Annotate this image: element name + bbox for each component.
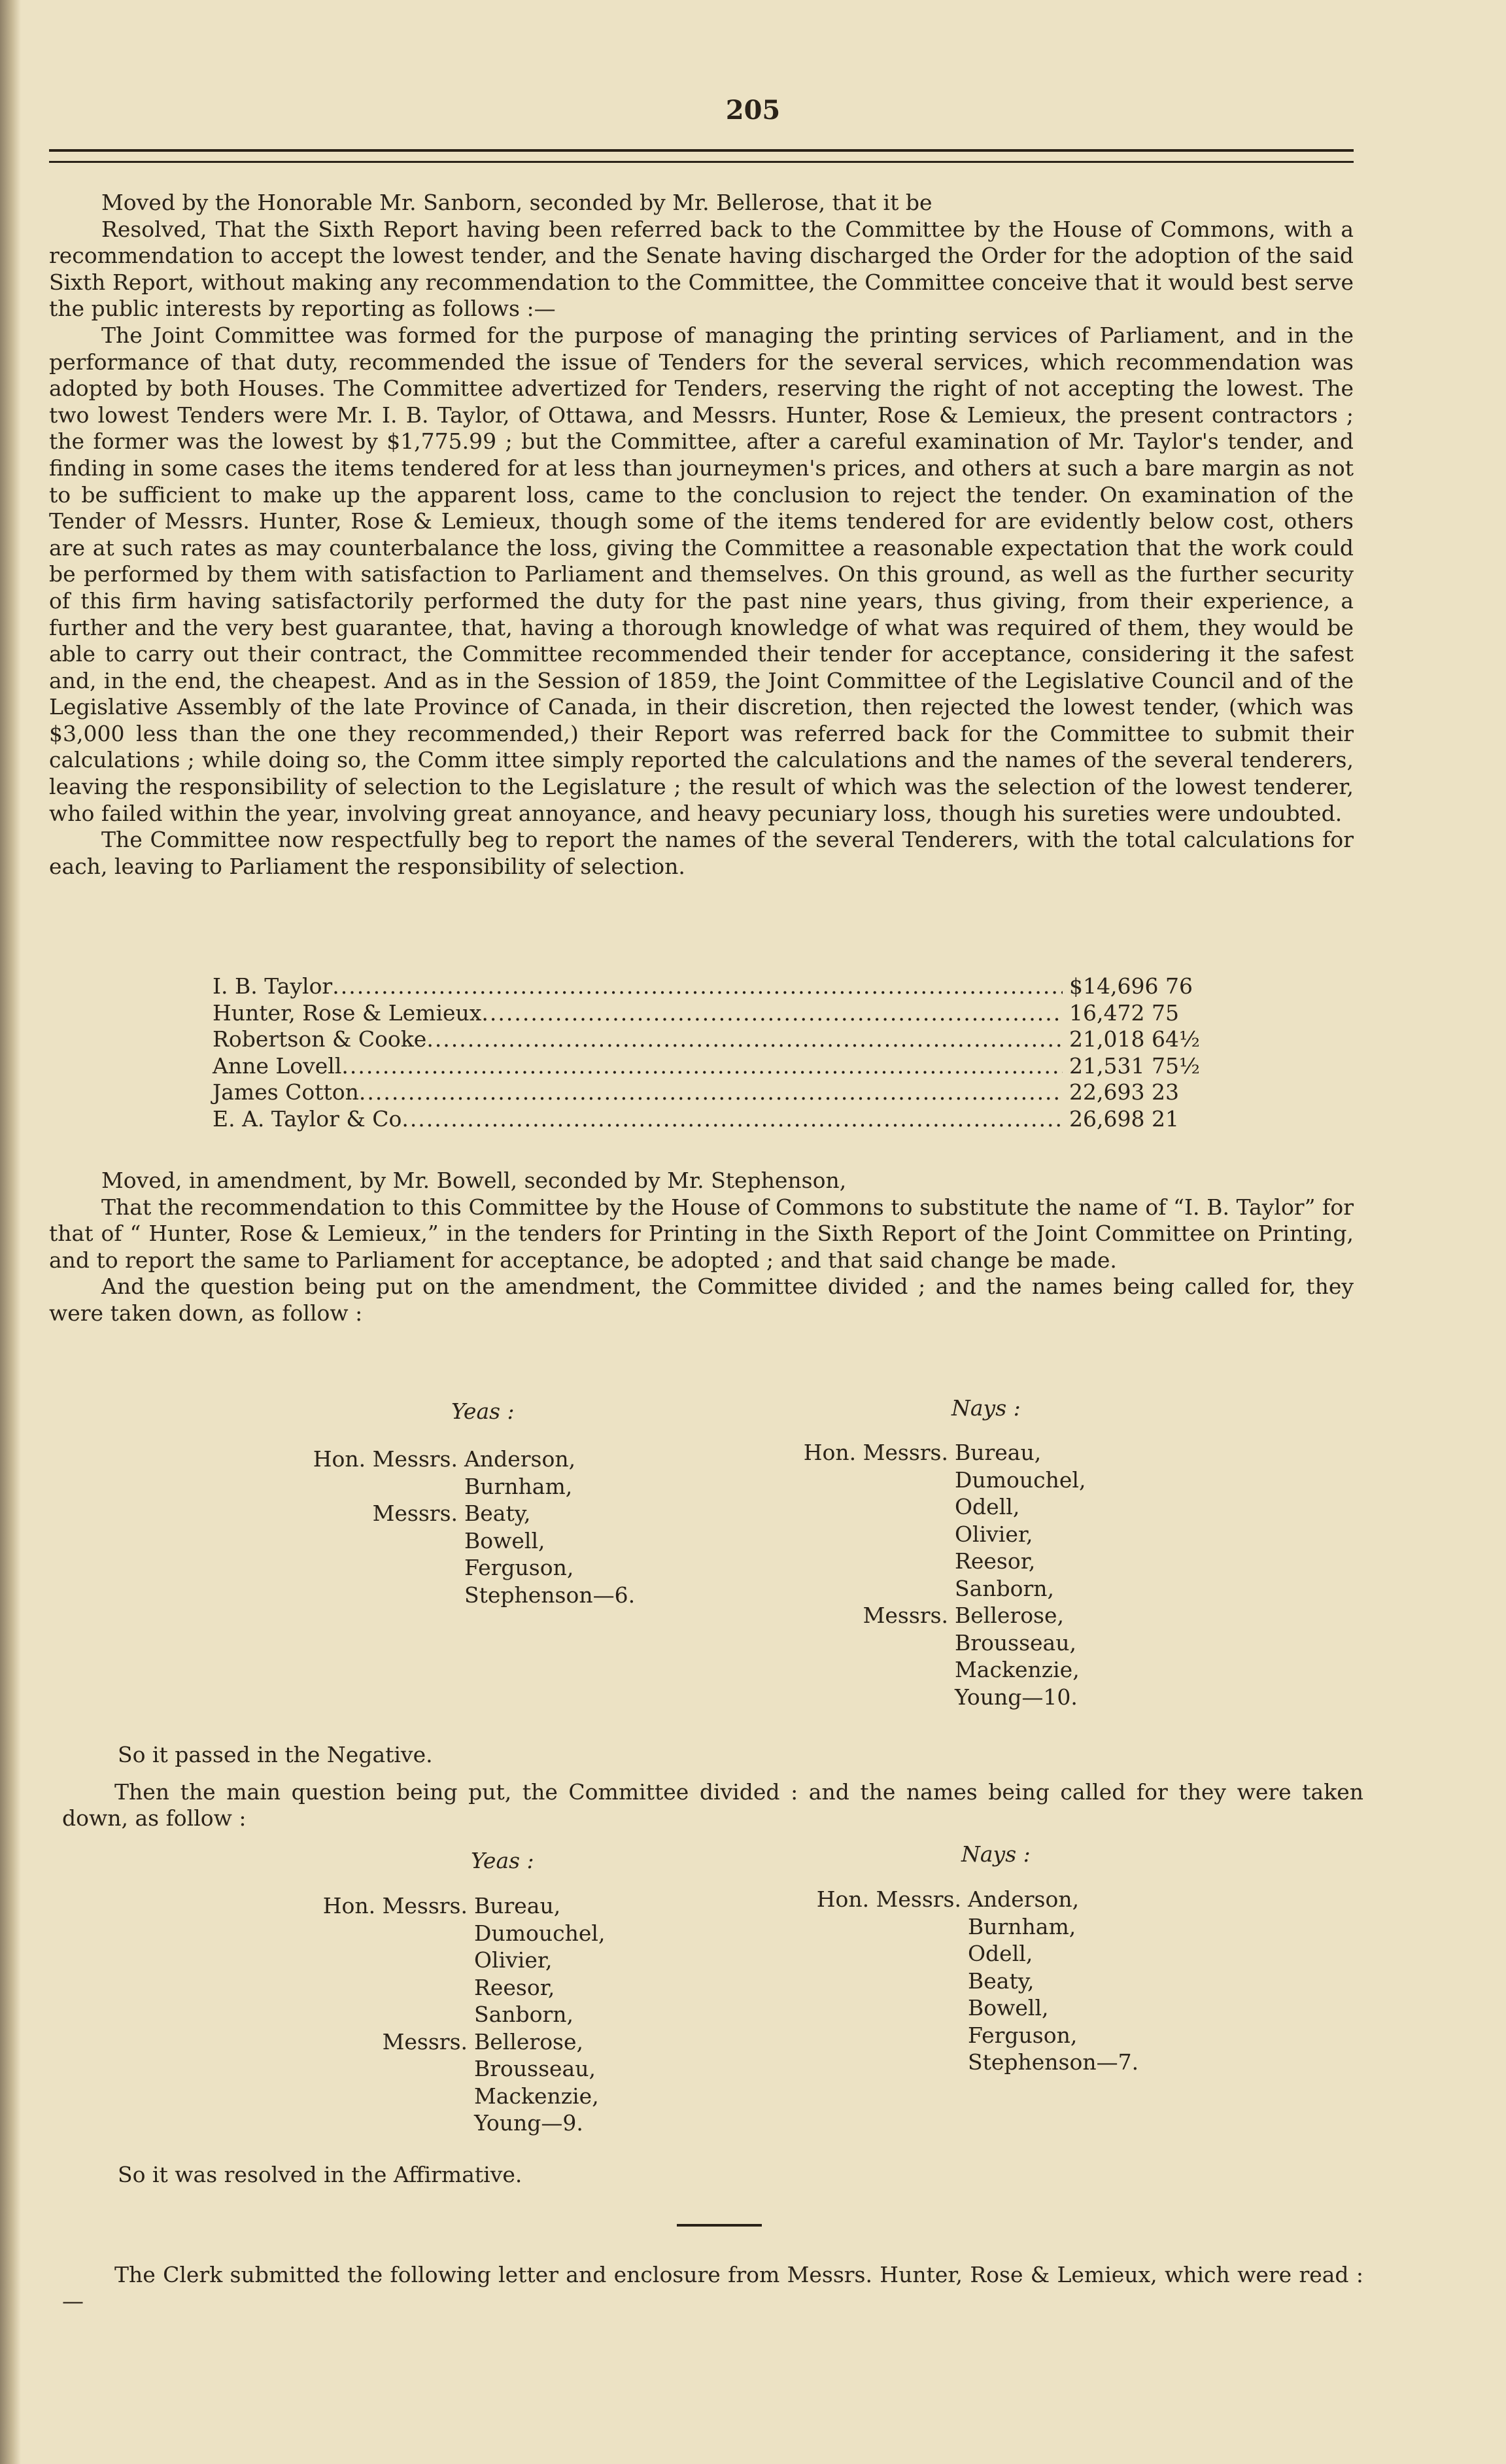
clerk-letter-intro: The Clerk submitted the following letter and enclosure from Messrs. Hunter, Rose & Lemieux, which were read :— [62,2262,1363,2314]
page-number: 205 [725,95,781,126]
vote-entry: Hon. Messrs. Anderson, [313,1446,576,1472]
vote-entry: Sanborn, [474,2002,574,2027]
leader-dots [402,1106,1063,1133]
vote-entry: Young—10. [955,1684,1078,1710]
vote1-yeas-heading: Yeas : [451,1398,515,1424]
vote-entry: Beaty, [968,1968,1035,1994]
amendment-question: And the question being put on the amendment, the Committee divided ; and the names being called for, they were taken down, as follow : [49,1274,1354,1326]
motion-resolved: Resolved, That the Sixth Report having been referred back to the Committee by the House of Commons, with a recommendation to accept the lowest tender, and the Senate having discharged the Order for the adoption of the said Sixth Report, without making any recommendation to the Committee, the Committee conceive that it would best serve the public interests by reporting as follows :— [49,216,1354,322]
tender-row [213,1106,1233,1133]
vote-entry: Reesor, [474,1974,555,2000]
vote1-yeas-list [275,1446,635,1608]
tender-row [213,1000,1233,1027]
leader-dots [341,1053,1063,1080]
motion-body: The Joint Committee was formed for the purpose of managing the printing services of Parliament, and in the performance of that duty, recommended the issue of Tenders for the several services, which recommendation was adopted by both Houses. The Committee advertized for Tenders, reserving the right of not accepting the lowest. The two lowest Tenders were Mr. I. B. Taylor, of Ottawa, and Messrs. Hunter, Rose & Lemieux, the present contractors ; the former was the lowest by $1,775.99 ; but the Committee, after a careful examination of Mr. Taylor's tender, and finding in some cases the items tendered for at less than journeymen's prices, and others at such a bare margin as not to be sufficient to make up the apparent loss, came to the conclusion to reject the tender. On examination of the Tender of Messrs. Hunter, Rose & Lemieux, though some of the items tendered for are evidently below cost, others are at such rates as may counterbalance the loss, giving the Committee a reasonable expectation that the work could be performed by them with satisfaction to Parliament and themselves. On this ground, as well as the further security of this firm having satisfactorily performed the duty for the past nine years, thus giving, from their experience, a further and the very best guarantee, that, having a thorough knowledge of what was required of them, they would be able to carry out their contract, the Committee recommended their tender for acceptance, considering it the safest and, in the end, the cheapest. And as in the Session of 1859, the Joint Committee of the Legislative Council and of the Legislative Assembly of the late Province of Canada, in their discretion, then rejected the lowest tender, (which was $3,000 less than the one they recommended,) their Report was referred back for the Committee to submit their calculations ; while doing so, the Comm ittee simply reported the calculations and the names of the several tenderers, leaving the responsibility of selection to the Legislature ; the result of which was the selection of the lowest tenderer, who failed within the year, involving great annoyance, and heavy pecuniary loss, though his sureties were undoubted. [49,322,1354,826]
vote-entry: Bowell, [968,1995,1049,2021]
vote-entry: Messrs. Bellerose, [863,1603,1065,1628]
vote-entry: Olivier, [955,1521,1033,1547]
vote2-nays-heading: Nays : [961,1841,1031,1867]
tender-amount: 21,018 64½ [1069,1026,1200,1052]
vote-entry: Olivier, [474,1947,553,1973]
vote-entry: Ferguson, [968,2022,1078,2048]
tender-amount: $14,696 76 [1069,973,1193,999]
vote-entry: Messrs. Beaty, [372,1501,531,1526]
tender-row [213,973,1233,1000]
vote-entry: Mackenzie, [955,1657,1080,1682]
vote-entry: Brousseau, [474,2056,596,2081]
tender-name: E. A. Taylor & Co [213,1105,402,1132]
vote-entry: Mackenzie, [474,2083,599,2109]
vote2-nays-list [775,1886,1138,2076]
vote-entry: Dumouchel, [474,1920,606,1946]
leader-dots [426,1026,1063,1053]
vote-entry: Odell, [955,1494,1020,1519]
vote-entry: Burnham, [464,1473,573,1499]
tender-name: Anne Lovell [213,1052,342,1079]
amendment-intro: Moved, in amendment, by Mr. Bowell, seconded by Mr. Stephenson, [101,1168,847,1193]
tender-row [213,1053,1233,1080]
tenders-list [213,973,1233,1132]
tender-amount: 21,531 75½ [1069,1052,1200,1079]
vote-entry: Reesor, [955,1548,1036,1574]
tender-name: Robertson & Cooke [213,1026,427,1052]
vote-entry: Dumouchel, [955,1466,1086,1493]
vote2-yeas-heading: Yeas : [471,1848,534,1873]
vote2-yeas-list [281,1892,605,2137]
section-divider [677,2224,762,2227]
vote1-nays-list [765,1439,1086,1710]
vote1-result: So it passed in the Negative. [118,1742,433,1767]
vote-entry: Hon. Messrs. Bureau, [322,1893,561,1918]
main-question: Then the main question being put, the Committee divided : and the names being called for they were taken down, as follow : [62,1779,1363,1831]
vote-entry: Brousseau, [955,1629,1076,1656]
vote-entry: Odell, [968,1941,1033,1966]
vote-entry: Ferguson, [464,1555,574,1580]
vote-entry: Burnham, [968,1913,1076,1939]
leader-dots [359,1079,1063,1106]
tender-name: James Cotton [213,1079,359,1105]
vote-entry: Young—9. [474,2110,583,2136]
amendment-text: That the recommendation to this Committee by the House of Commons to substitute the name of “I. B. Taylor” for that of “ Hunter, Rose & Lemieux,” in the tenders for Printing in the Sixth Report of the Joint Committee on Printing, and to report the same to Parliament for acceptance, be adopted ; and that said change be made. [49,1194,1354,1273]
header-double-rule [49,149,1354,163]
vote-entry: Hon. Messrs. Anderson, [816,1886,1080,1912]
vote2-result: So it was resolved in the Affirmative. [118,2162,522,2187]
tender-name: I. B. Taylor [213,973,333,999]
vote-entry: Stephenson—7. [968,2049,1139,2075]
vote-entry: Bowell, [464,1527,545,1553]
vote-entry: Sanborn, [955,1575,1055,1601]
tender-name: Hunter, Rose & Lemieux [213,999,482,1026]
amendment-block [49,1168,1354,1327]
tender-amount: 22,693 23 [1069,1079,1179,1105]
tender-amount: 26,698 21 [1069,1105,1179,1132]
motion-block [49,190,1354,880]
tender-row [213,1079,1233,1106]
tender-row [213,1026,1233,1053]
vote-entry: Messrs. Bellerose, [382,2028,584,2055]
leader-dots [332,973,1063,1000]
motion-report: The Committee now respectfully beg to report the names of the several Tenderers, with the total calculations for each, leaving to Parliament the responsibility of selection. [49,827,1354,879]
vote1-nays-heading: Nays : [951,1395,1021,1421]
tender-amount: 16,472 75 [1069,999,1179,1026]
motion-intro: Moved by the Honorable Mr. Sanborn, seconded by Mr. Bellerose, that it be [101,190,933,215]
vote-entry: Hon. Messrs. Bureau, [803,1440,1042,1465]
leader-dots [481,1000,1063,1027]
vote-entry: Stephenson—6. [464,1582,636,1608]
